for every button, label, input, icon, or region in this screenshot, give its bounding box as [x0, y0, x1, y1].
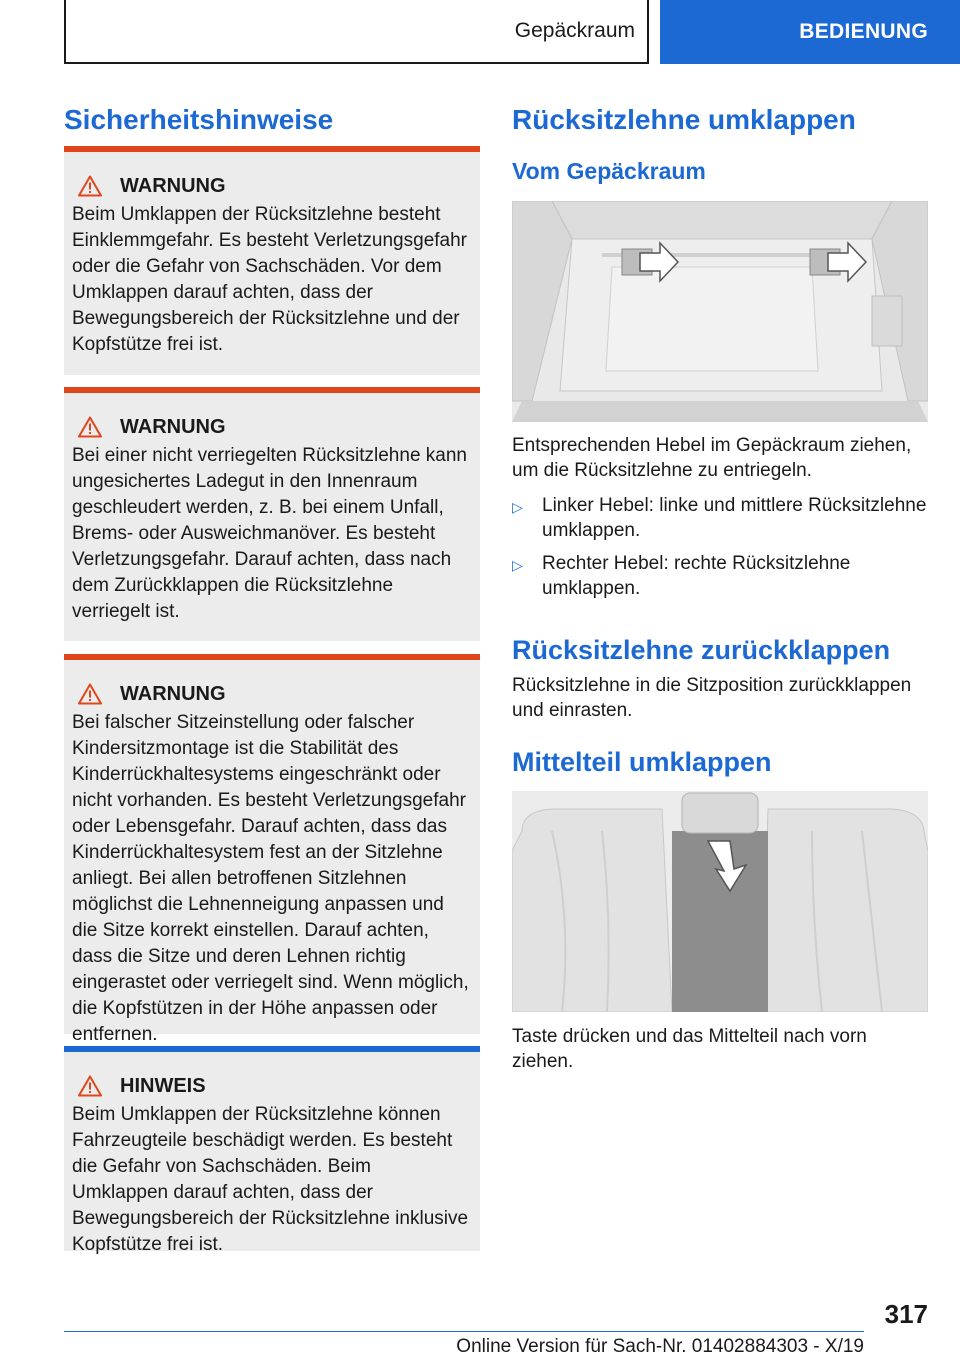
header-chapter-tab[interactable] [660, 0, 960, 64]
fold-back-heading: Rücksitzlehne zurückklappen [512, 635, 891, 665]
middle-section-image [512, 791, 928, 1012]
footer-divider [64, 1331, 864, 1332]
bullet-text: Rechter Hebel: rechte Rücksitzlehne umklappen. [542, 553, 851, 599]
bullet-triangle-icon: ▷ [512, 557, 523, 573]
warning-triangle-icon [78, 683, 102, 705]
middle-illustration [512, 791, 928, 1012]
warning-header [78, 682, 472, 706]
warning-triangle-icon [78, 175, 102, 197]
warning-box-1 [64, 146, 480, 375]
trunk-illustration [512, 201, 928, 422]
bullet-item [512, 493, 932, 543]
warning-box-2 [64, 387, 480, 641]
warning-header [78, 415, 472, 439]
left-heading: Sicherheitshinweise [64, 104, 334, 135]
chapter-label: BEDIENUNG [799, 20, 928, 43]
warning-label: WARNUNG [120, 174, 226, 197]
middle-heading: Mittelteil umklappen [512, 747, 772, 777]
hint-header [78, 1074, 472, 1098]
hint-label: HINWEIS [120, 1074, 206, 1097]
middle-instruction: Taste drücken und das Mittelteil nach vorn ziehen. [512, 1026, 867, 1072]
warning-text: Bei einer nicht verriegelten Rücksitzlehne kann ungesichertes Ladegut in den Innenraum geschleudert werden, z. B. bei einem Unfall, Brems- oder Ausweichmanöver. Es besteht Verletzungsgefahr. Darauf achten, dass nach dem Zurückklappen die Rücksitzlehne verriegelt ist. [72, 445, 467, 622]
fold-back-text: Rücksitzlehne in die Sitzposition zurückklappen und einrasten. [512, 675, 912, 721]
warning-triangle-icon [78, 416, 102, 438]
warning-label: WARNUNG [120, 682, 226, 705]
warning-label: WARNUNG [120, 415, 226, 438]
page-number: 317 [884, 1299, 928, 1329]
warning-text: Bei falscher Sitzeinstellung oder falscher Kindersitzmontage ist die Stabilität des Kinderrückhaltesystems eingeschränkt oder nicht vorhanden. Es besteht Verletzungsgefahr oder Lebensgefahr. Darauf achten, dass das Kinderrückhaltesystem fest an der Sitzlehne anliegt. Bei allen betroffenen Sitzlehnen möglichst die Lehnenneigung anpassen und die Sitze korrekt einstellen. Darauf achten, dass die Sitze und deren Lehnen richtig eingerastet oder verriegelt sind. Wenn möglich, die Kopfstützen in der Höhe anpassen oder entfernen. [72, 712, 469, 1045]
hint-box [64, 1046, 480, 1255]
bullet-triangle-icon: ▷ [512, 499, 523, 515]
hint-triangle-icon [78, 1075, 102, 1097]
fold-heading: Rücksitzlehne umklappen [512, 104, 856, 135]
trunk-instruction: Entsprechenden Hebel im Gepäckraum ziehen, um die Rücksitzlehne zu entriegeln. [512, 435, 912, 481]
footer-online-version: Online Version für Sach-Nr. 01402884303 - X/19 [456, 1336, 864, 1357]
header-section-title [64, 0, 649, 64]
hint-text: Beim Umklappen der Rücksitzlehne können Fahrzeugteile beschädigt werden. Es besteht die Gefahr von Sachschäden. Beim Umklappen darauf achten, dass der Bewegungsbereich der Rücksitzlehne inklusive Kopfstütze frei ist. [72, 1104, 469, 1255]
warning-box-3 [64, 654, 480, 1045]
bullet-text: Linker Hebel: linke und mittlere Rücksitzlehne umklappen. [542, 495, 927, 541]
section-title-text: Gepäckraum [514, 19, 635, 42]
warning-text: Beim Umklappen der Rücksitzlehne besteht Einklemmgefahr. Es besteht Verletzungsgefahr oder die Gefahr von Sachschäden. Vor dem Umklappen darauf achten, dass der Bewegungsbereich der Rücksitzlehne und der Kopfstütze frei ist. [72, 204, 468, 355]
trunk-subheading: Vom Gepäckraum [512, 158, 706, 184]
warning-header [78, 174, 472, 198]
bullet-item [512, 551, 932, 601]
trunk-lever-image [512, 201, 928, 422]
